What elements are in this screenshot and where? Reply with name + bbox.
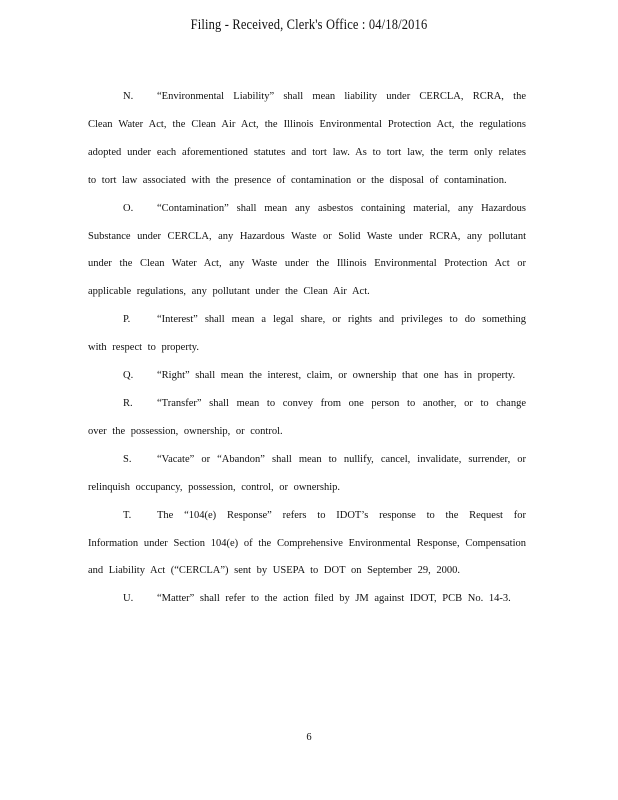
definition-text: “Matter” shall refer to the action filed by JM against IDOT, PCB No. 14-3. <box>157 593 511 605</box>
definition-text: “Interest” shall mean a legal share, or rights and privileges to do something with respect to property. <box>88 314 526 354</box>
definition-paragraph-p <box>88 306 526 362</box>
filing-stamp-header: Filing - Received, Clerk's Office : 04/18/2016 <box>190 17 428 33</box>
definition-text: “Contamination” shall mean any asbestos containing material, any Hazardous Substance under CERCLA, any Hazardous Waste or Solid Waste under RCRA, any pollutant under the Clean Water Act, any Waste under the Illinois Environmental Protection Act or applicable regulations, any pollutant under the Clean Air Act. <box>88 202 526 298</box>
definition-label: O. <box>123 202 134 214</box>
definition-label: P. <box>123 314 131 326</box>
definition-paragraph-q <box>88 362 526 390</box>
definition-text: The “104(e) Response” refers to IDOT’s response to the Request for Information under Section 104(e) of the Comprehensive Environmental Response, Compensation and Liability Act (“CERCLA”) sent by USEPA to DOT on September 29, 2000. <box>88 509 526 577</box>
definition-label: T. <box>123 509 132 521</box>
definition-text: “Vacate” or “Abandon” shall mean to nullify, cancel, invalidate, surrender, or relinquish occupancy, possession, control, or ownership. <box>88 453 526 493</box>
definition-label: N. <box>123 91 134 102</box>
page-number: 6 <box>306 732 312 743</box>
definition-text: “Environmental Liability” shall mean liability under CERCLA, RCRA, the Clean Water Act, the Clean Air Act, the Illinois Environmental Protection Act, the regulations adopted under each aforementioned statutes and tort law. As to tort law, the term only relates to tort law associated with the presence of contamination or the disposal of contamination. <box>88 91 526 186</box>
definition-paragraph-t <box>88 502 526 586</box>
definition-text: “Transfer” shall mean to convey from one person to another, or to change over the possession, ownership, or control. <box>88 397 526 437</box>
definition-paragraph-o <box>88 195 526 307</box>
definition-label: U. <box>123 593 134 605</box>
definition-text: “Right” shall mean the interest, claim, or ownership that one has in property. <box>157 370 516 382</box>
definition-paragraph-u <box>88 585 526 613</box>
definition-paragraph-r <box>88 390 526 446</box>
definition-label: Q. <box>123 370 134 382</box>
definition-label: R. <box>123 397 133 409</box>
definition-paragraph-n <box>88 83 526 195</box>
definition-label: S. <box>123 453 132 465</box>
definitions-section <box>88 83 526 613</box>
definition-paragraph-s <box>88 446 526 502</box>
